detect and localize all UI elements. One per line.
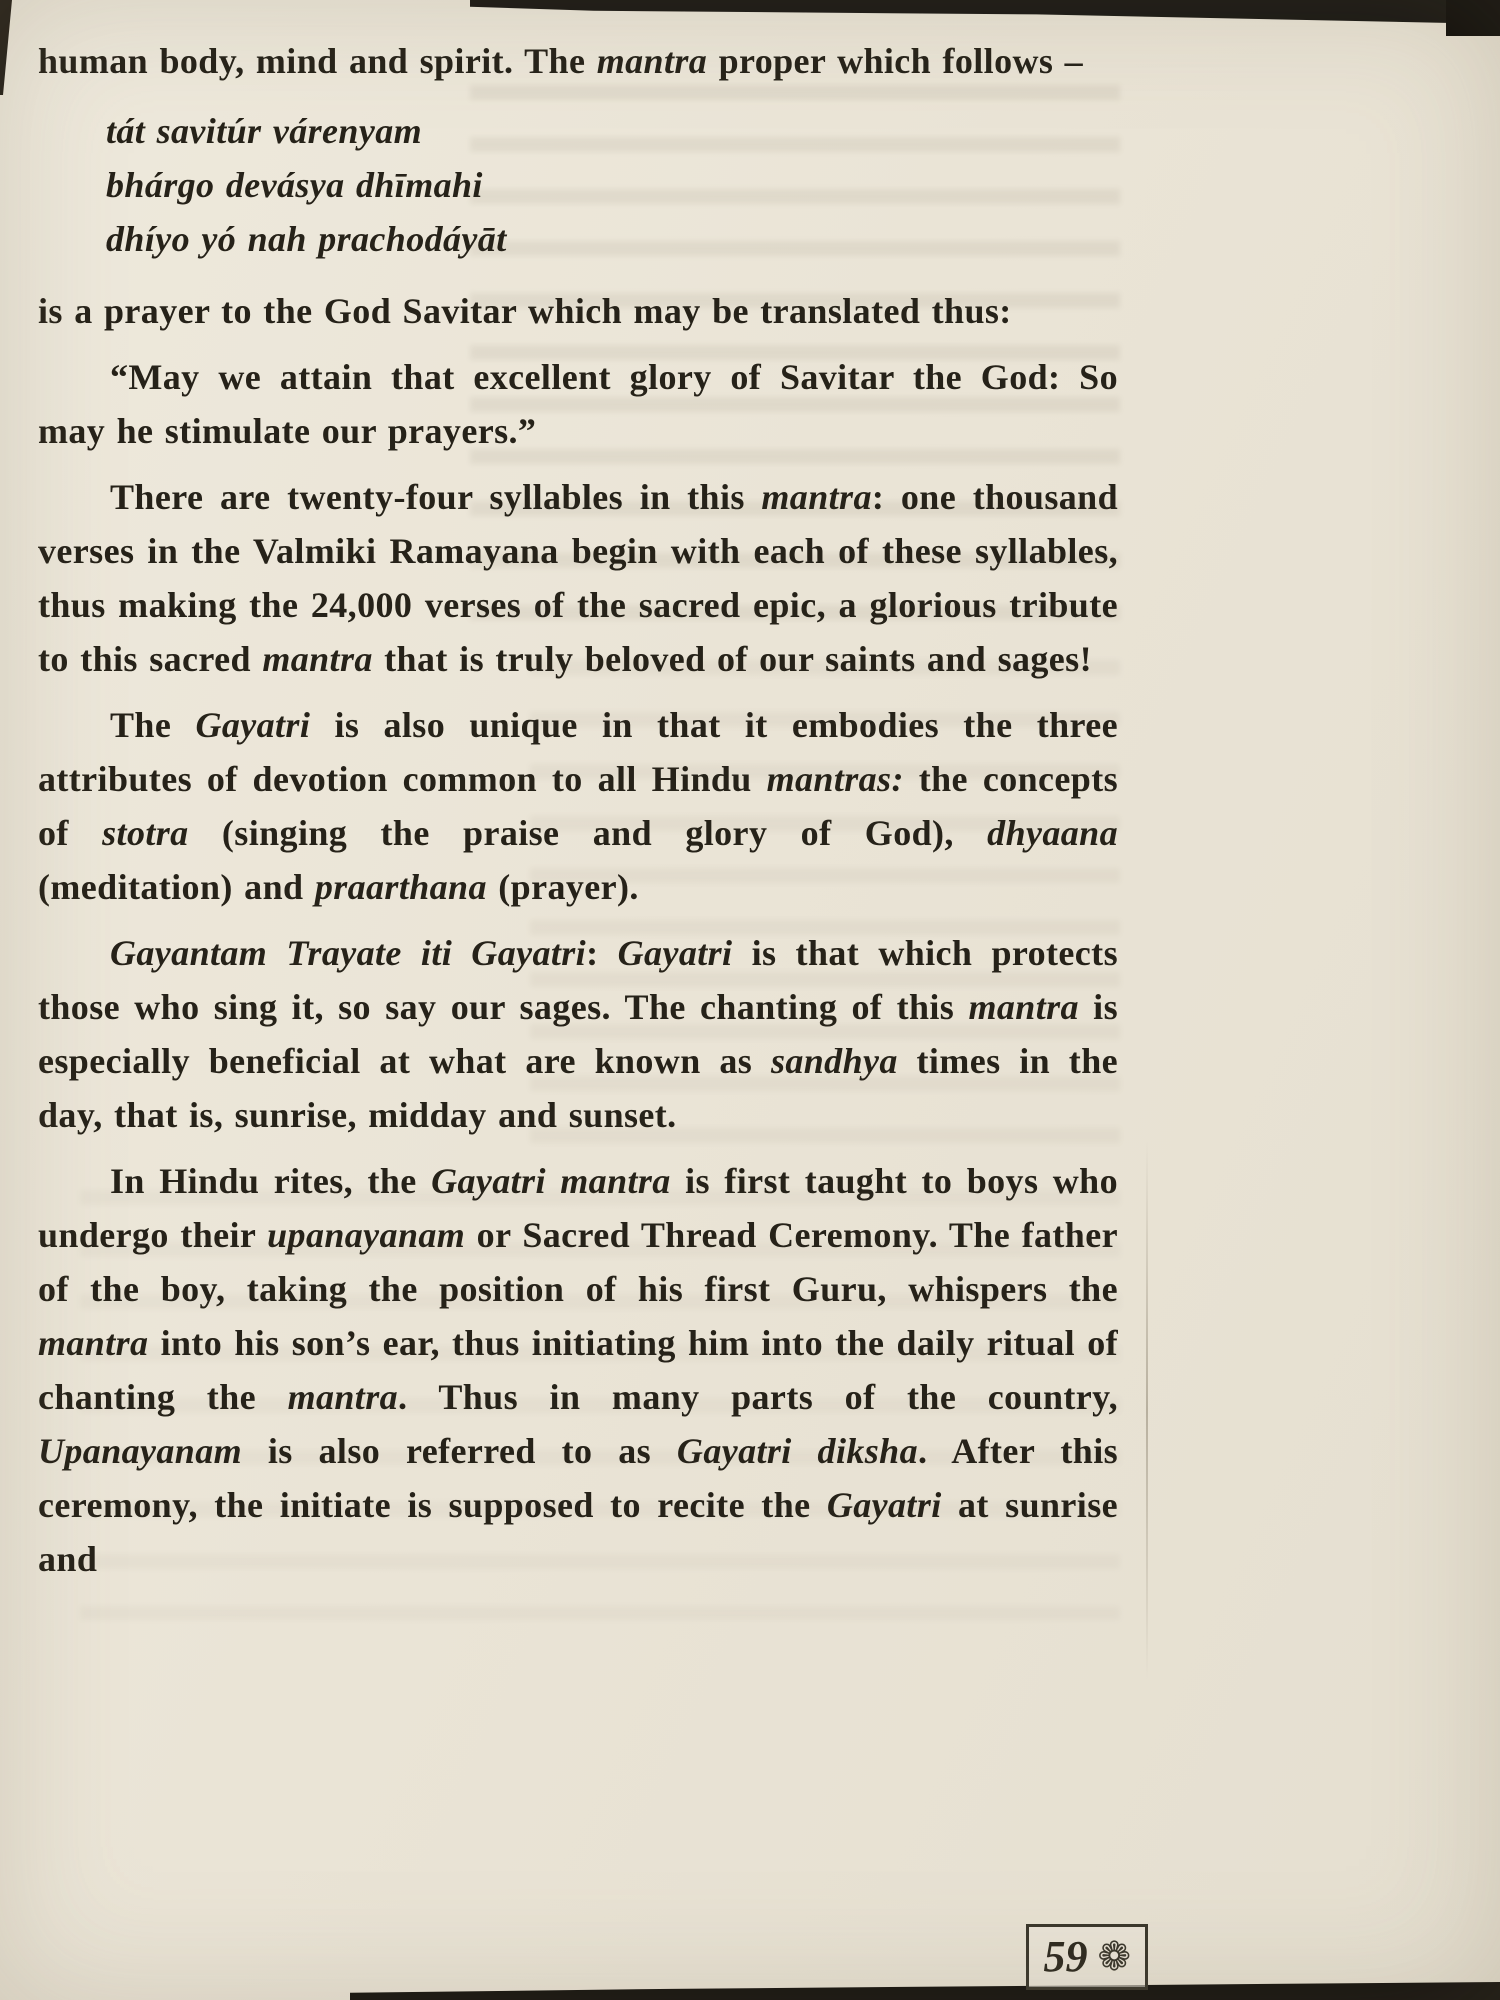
rosette-ornament-icon: ❁ bbox=[1097, 1934, 1131, 1980]
paragraph: The Gayatri is also unique in that it embodies the three attributes of devotion common to all Hindu mantras: the concepts of stotra (singing the praise and glory of God), dhyaana (meditation) and praarthana (prayer). bbox=[38, 705, 1118, 907]
paragraph: Gayantam Trayate iti Gayatri: Gayatri is that which protects those who sing it, so say our sages. The chanting of this mantra is especially beneficial at what are known as sandhya times in the day, that is, sunrise, midday and sunset. bbox=[38, 933, 1118, 1135]
paragraph: is a prayer to the God Savitar which may be translated thus: bbox=[38, 291, 1012, 331]
paragraph: There are twenty-four syllables in this mantra: one thousand verses in the Valmiki Ramayana begin with each of these syllables, thus making the 24,000 verses of the sacred epic, a glorious tribute to this sacred mantra that is truly beloved of our saints and sages! bbox=[38, 477, 1118, 679]
verse-line: bhárgo devásya dhīmahi bbox=[106, 165, 483, 205]
page-number-box bbox=[1026, 1924, 1148, 1990]
quote-paragraph: “May we attain that excellent glory of Savitar the God: So may he stimulate our prayers.” bbox=[38, 357, 1118, 451]
scan-edge-bottom bbox=[350, 1982, 1500, 2000]
paragraph: human body, mind and spirit. The mantra proper which follows – bbox=[38, 41, 1084, 81]
verse-line: tát savitúr várenyam bbox=[106, 111, 422, 151]
verse-line: dhíyo yó nah prachodáyāt bbox=[106, 219, 507, 259]
page-number: 59 bbox=[1043, 1932, 1088, 1981]
mantra-verse bbox=[106, 104, 1118, 266]
paragraph: In Hindu rites, the Gayatri mantra is first taught to boys who undergo their upanayanam or Sacred Thread Ceremony. The father of the boy, taking the position of his first Guru, whispers the mantra into his son’s ear, thus initiating him into the daily ritual of chanting the mantra. Thus in many parts of the country, Upanayanam is also referred to as Gayatri diksha. After this ceremony, the initiate is supposed to recite the Gayatri at sunrise and bbox=[38, 1161, 1119, 1579]
